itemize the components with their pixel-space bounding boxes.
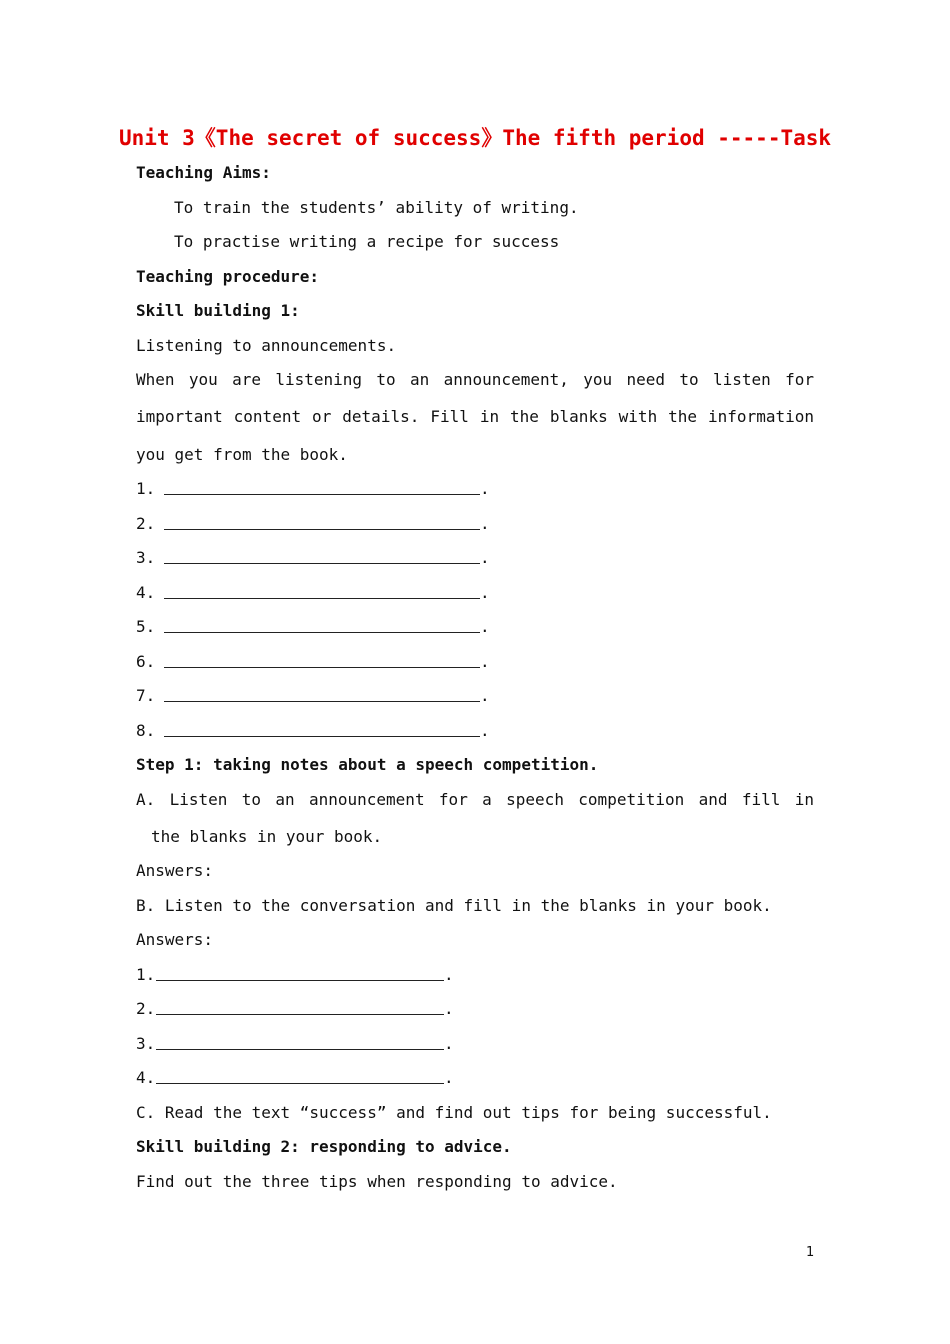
document-title: Unit 3《The secret of success》The fifth period -----Task [118,126,832,150]
step-1-heading: Step 1: taking notes about a speech competition. [136,755,599,774]
blank-line[interactable] [164,513,480,530]
fill-blank-row[interactable]: 8. . [136,721,490,740]
blank-number: 2. [136,999,156,1018]
blank-line[interactable] [164,547,480,564]
answers-label: Answers: [136,861,214,880]
blank-number: 3. [136,548,156,567]
blank-line[interactable] [164,582,480,599]
blank-line[interactable] [156,964,444,981]
blank-number: 1. [136,965,156,984]
skill-building-1-subtitle: Listening to announcements. [136,336,397,355]
fill-blank-row[interactable]: 4. . [136,583,490,602]
blank-line[interactable] [156,998,444,1015]
blank-number: 6. [136,652,156,671]
blank-number: 2. [136,514,156,533]
step-1-a-line: the blanks in your book. [151,827,383,846]
skill-building-1-paragraph-line: you get from the book. [136,445,348,464]
teaching-procedure-heading: Teaching procedure: [136,267,320,286]
skill-building-1-paragraph-line: important content or details. Fill in the blanks with the information [136,407,814,426]
blank-number: 7. [136,686,156,705]
fill-blank-row[interactable]: 6. . [136,652,490,671]
blank-number: 8. [136,721,156,740]
step-1-a-line: A. Listen to an announcement for a speech competition and fill in [136,790,814,809]
answers-label: Answers: [136,930,214,949]
aim-item: To train the students’ ability of writing. [174,198,579,217]
step-1-b-text: B. Listen to the conversation and fill in the blanks in your book. [136,896,772,915]
fill-blank-row[interactable]: 1. . [136,479,490,498]
teaching-aims-heading: Teaching Aims: [136,163,271,182]
blank-line[interactable] [156,1067,444,1084]
skill-building-2-text: Find out the three tips when responding to advice. [136,1172,618,1191]
blank-line[interactable] [164,720,480,737]
blank-line[interactable] [156,1033,444,1050]
skill-building-2-heading: Skill building 2: responding to advice. [136,1137,512,1156]
blank-number: 4. [136,583,156,602]
fill-blank-row[interactable]: 5. . [136,617,490,636]
blank-number: 3. [136,1034,156,1053]
fill-blank-row[interactable]: 7. . [136,686,490,705]
aim-item: To practise writing a recipe for success [174,232,560,251]
skill-building-1-paragraph-line: When you are listening to an announcement, you need to listen for [136,370,814,389]
blank-number: 5. [136,617,156,636]
fill-blank-row[interactable]: 2. . [136,514,490,533]
answer-blank-row[interactable]: 3. . [136,1034,454,1053]
step-1-c-text: C. Read the text “success” and find out tips for being successful. [136,1103,772,1122]
page-number: 1 [806,1245,815,1260]
blank-number: 1. [136,479,156,498]
blank-line[interactable] [164,616,480,633]
answer-blank-row[interactable]: 2. . [136,999,454,1018]
skill-building-1-heading: Skill building 1: [136,301,300,320]
blank-line[interactable] [164,478,480,495]
blank-line[interactable] [164,651,480,668]
answer-blank-row[interactable]: 1. . [136,965,454,984]
fill-blank-row[interactable]: 3. . [136,548,490,567]
answer-blank-row[interactable]: 4. . [136,1068,454,1087]
blank-number: 4. [136,1068,156,1087]
blank-line[interactable] [164,685,480,702]
